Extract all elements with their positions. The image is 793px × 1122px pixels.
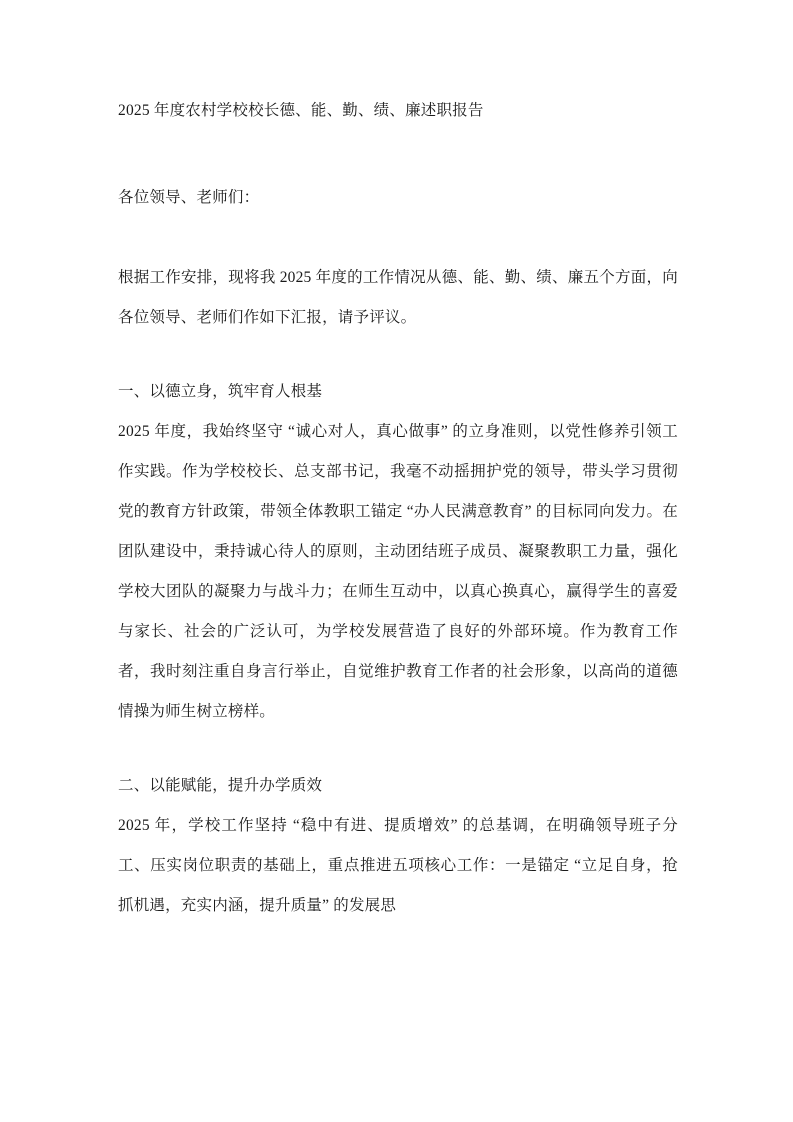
section-heading-2: 二、以能赋能，提升办学质效 bbox=[118, 777, 323, 794]
document-title: 2025 年度农村学校校长德、能、勤、绩、廉述职报告 bbox=[118, 102, 484, 119]
section-paragraph-2: 2025 年，学校工作坚持 “稳中有进、提质增效” 的总基调，在明确领导班子分工、压实岗位职责的基础上，重点推进五项核心工作：一是锚定 “立足自身，抢抓机遇，充实内涵，提升质量” 的发展思 bbox=[118, 817, 678, 914]
section-paragraph-1: 2025 年度，我始终坚守 “诚心对人，真心做事” 的立身准则，以党性修养引领工作实践。作为学校校长、总支部书记，我毫不动摇拥护党的领导，带头学习贯彻党的教育方针政策，带领全体教职工锚定 “办人民满意教育” 的目标同向发力。在团队建设中，秉持诚心待人的原则，主动团结班子成员、凝聚教职工力量，强化学校大团队的凝聚力与战斗力；在师生互动中，以真心换真心，赢得学生的喜爱与家长、社会的广泛认可，为学校发展营造了良好的外部环境。作为教育工作者，我时刻注重自身言行举止，自觉维护教育工作者的社会形象，以高尚的道德情操为师生树立榜样。 bbox=[118, 423, 678, 720]
intro-paragraph: 根据工作安排，现将我 2025 年度的工作情况从德、能、勤、绩、廉五个方面，向各位领导、老师们作如下汇报，请予评议。 bbox=[118, 269, 678, 326]
document-body bbox=[118, 96, 678, 926]
section-spacer bbox=[118, 732, 678, 766]
section-heading-1: 一、以德立身，筑牢育人根基 bbox=[118, 383, 323, 400]
salutation: 各位领导、老师们： bbox=[118, 189, 260, 206]
